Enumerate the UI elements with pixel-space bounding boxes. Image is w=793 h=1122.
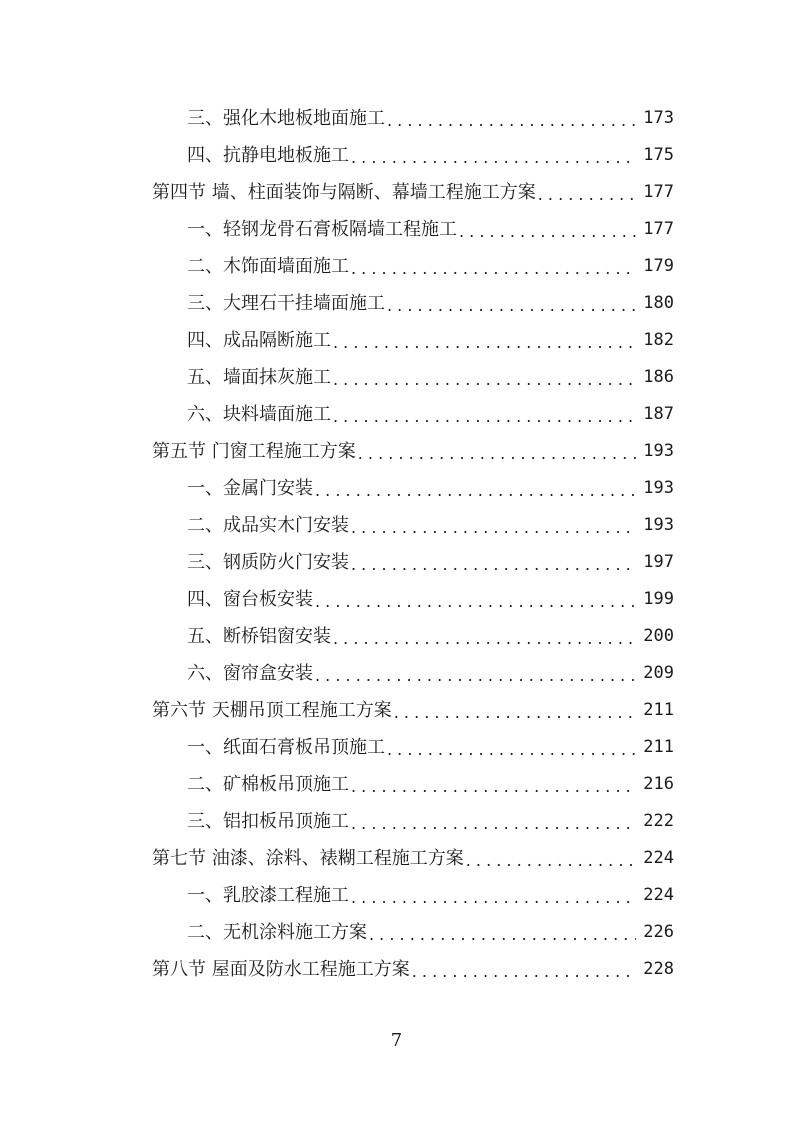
toc-dot-leader [333,396,636,433]
toc-entry-page: 222 [643,811,674,831]
toc-entry-page: 211 [643,700,674,720]
toc-dot-leader [466,840,636,877]
toc-entry-page: 226 [643,922,674,942]
toc-entry-page: 179 [643,256,674,276]
toc-dot-leader [351,766,636,803]
toc-entry-page: 186 [643,367,674,387]
toc-entry[interactable] [187,729,674,766]
toc-entry-label: 二、成品实木门安装 [187,515,349,536]
toc-entry-label: 一、纸面石膏板吊顶施工 [187,737,385,758]
toc-entry[interactable] [187,914,674,951]
toc-entry-page: 228 [643,959,674,979]
toc-dot-leader [387,100,636,137]
toc-entry-label: 六、窗帘盒安装 [187,663,313,684]
toc-entry-label: 第八节 屋面及防水工程施工方案 [152,959,410,980]
toc-dot-leader [333,618,636,655]
toc-entry-section[interactable] [152,692,674,729]
toc-dot-leader [358,433,636,470]
toc-entry-label: 第五节 门窗工程施工方案 [152,441,356,462]
toc-entry[interactable] [187,100,674,137]
toc-entry-page: 224 [643,848,674,868]
toc-entry-section[interactable] [152,433,674,470]
toc-dot-leader [387,285,636,322]
toc-entry[interactable] [187,396,674,433]
toc-dot-leader [351,877,636,914]
toc-entry-label: 三、钢质防火门安装 [187,552,349,573]
toc-entry[interactable] [187,285,674,322]
toc-entry-page: 193 [643,478,674,498]
toc-entry-label: 一、乳胶漆工程施工 [187,885,349,906]
toc-entry-label: 六、块料墙面施工 [187,404,331,425]
toc-entry[interactable] [187,877,674,914]
toc-entry-label: 第四节 墙、柱面装饰与隔断、幕墙工程施工方案 [152,182,536,203]
toc-dot-leader [538,174,636,211]
toc-dot-leader [351,507,636,544]
toc-entry-section[interactable] [152,951,674,988]
toc-entry[interactable] [187,322,674,359]
toc-entry[interactable] [187,211,674,248]
toc-entry-page: 180 [643,293,674,313]
toc-entry-page: 211 [643,737,674,757]
toc-dot-leader [369,914,636,951]
toc-entry-page: 209 [643,663,674,683]
toc-entry-label: 四、窗台板安装 [187,589,313,610]
toc-entry-page: 182 [643,330,674,350]
toc-entry-page: 193 [643,441,674,461]
toc-entry-label: 二、无机涂料施工方案 [187,922,367,943]
toc-entry-page: 197 [643,552,674,572]
toc-entry-page: 187 [643,404,674,424]
toc-entry-label: 第七节 油漆、涂料、裱糊工程施工方案 [152,848,464,869]
toc-entry-label: 四、抗静电地板施工 [187,145,349,166]
toc-entry[interactable] [187,359,674,396]
toc-dot-leader [351,137,636,174]
toc-entry-label: 三、大理石干挂墙面施工 [187,293,385,314]
toc-entry[interactable] [187,803,674,840]
toc-entry-page: 224 [643,885,674,905]
toc-entry-label: 五、墙面抹灰施工 [187,367,331,388]
toc-entry-label: 二、木饰面墙面施工 [187,256,349,277]
toc-dot-leader [351,544,636,581]
toc-entry-label: 五、断桥铝窗安装 [187,626,331,647]
toc-entry[interactable] [187,470,674,507]
toc-entry-section[interactable] [152,174,674,211]
toc-dot-leader [387,729,636,766]
toc-entry-label: 第六节 天棚吊顶工程施工方案 [152,700,392,721]
toc-entry[interactable] [187,766,674,803]
toc-entry-page: 216 [643,774,674,794]
toc-entry-label: 三、强化木地板地面施工 [187,108,385,129]
toc-dot-leader [333,359,636,396]
toc-entry-label: 二、矿棉板吊顶施工 [187,774,349,795]
toc-dot-leader [351,803,636,840]
toc-entry-label: 四、成品隔断施工 [187,330,331,351]
toc-dot-leader [315,470,636,507]
toc-entry[interactable] [187,618,674,655]
toc-entry-page: 199 [643,589,674,609]
toc-entry-page: 177 [643,182,674,202]
toc-entry-page: 173 [643,108,674,128]
toc-entry[interactable] [187,137,674,174]
toc-entry[interactable] [187,544,674,581]
toc-entry-page: 200 [643,626,674,646]
toc-dot-leader [459,211,636,248]
toc-dot-leader [315,581,636,618]
toc-entry[interactable] [187,581,674,618]
toc-entry[interactable] [187,655,674,692]
toc-entry-page: 193 [643,515,674,535]
toc-dot-leader [333,322,636,359]
toc-entry-label: 一、金属门安装 [187,478,313,499]
toc-entry-page: 175 [643,145,674,165]
toc-entry-label: 一、轻钢龙骨石膏板隔墙工程施工 [187,219,457,240]
toc-dot-leader [351,248,636,285]
toc-entry[interactable] [187,248,674,285]
toc-entry-page: 177 [643,219,674,239]
page-number: 7 [390,1030,403,1051]
toc-dot-leader [315,655,636,692]
toc-entry-section[interactable] [152,840,674,877]
toc-dot-leader [394,692,636,729]
toc-entry[interactable] [187,507,674,544]
toc-entry-label: 三、铝扣板吊顶施工 [187,811,349,832]
toc-dot-leader [412,951,636,988]
